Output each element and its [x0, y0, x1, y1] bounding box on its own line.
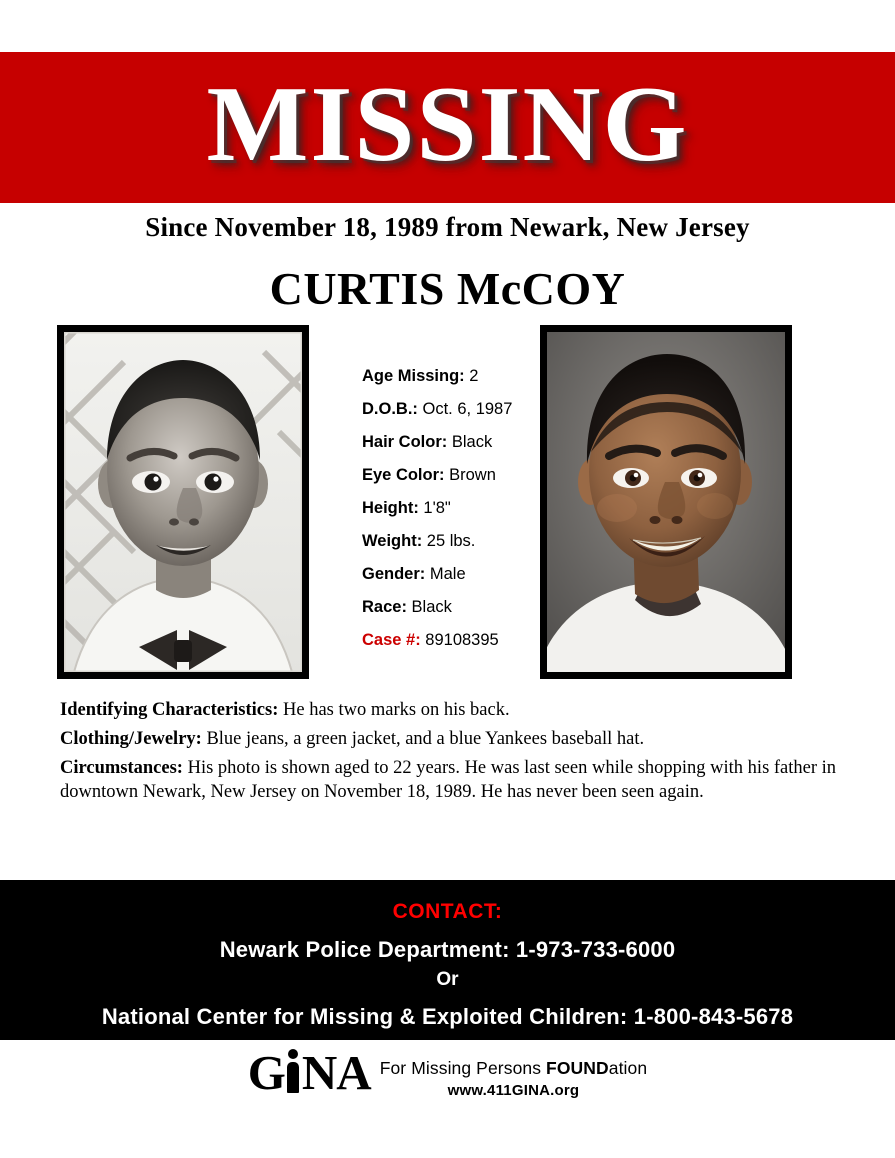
detail-value: Black: [411, 598, 452, 616]
detail-label: D.O.B.:: [362, 400, 418, 418]
gina-wordmark: [247, 1045, 371, 1100]
detail-label: Race:: [362, 598, 407, 616]
identifying-characteristics-text: He has two marks on his back.: [283, 700, 510, 720]
circumstances-label: Circumstances:: [60, 758, 183, 778]
gina-tagline-found: FOUND: [546, 1058, 609, 1078]
contact-or: Or: [436, 969, 459, 990]
gina-website-url: www.411GINA.org: [447, 1082, 580, 1099]
contact-heading: CONTACT:: [392, 900, 503, 923]
detail-row-case-number: [362, 624, 537, 657]
detail-value: 1'8": [423, 499, 451, 517]
gina-tagline: [380, 1048, 648, 1099]
details-list: [362, 360, 537, 657]
gina-logo: [0, 1045, 895, 1100]
person-figure-icon: [285, 1049, 302, 1093]
missing-headline: MISSING: [206, 64, 689, 184]
gina-tagline-prefix: For Missing Persons: [379, 1058, 547, 1078]
detail-row: [362, 426, 537, 459]
detail-label: Hair Color:: [362, 433, 448, 451]
clothing-jewelry-text: Blue jeans, a green jacket, and a blue Yankees baseball hat.: [206, 729, 645, 749]
detail-label: Age Missing:: [362, 367, 465, 385]
detail-row: [362, 492, 537, 525]
detail-row: [362, 558, 537, 591]
detail-value: Oct. 6, 1987: [422, 400, 513, 418]
person-figure-body: [287, 1062, 299, 1093]
childhood-photo-image: [64, 332, 302, 672]
contact-police-line: Newark Police Department: 1-973-733-6000: [219, 937, 676, 962]
case-number-value: 89108395: [425, 631, 499, 649]
detail-label: Weight:: [362, 532, 423, 550]
contact-bar: [0, 880, 895, 1040]
detail-row: [362, 360, 537, 393]
missing-banner: [0, 52, 895, 203]
identifying-characteristics: [60, 698, 845, 722]
identifying-characteristics-label: Identifying Characteristics:: [60, 700, 279, 720]
logo-letters-na: NA: [301, 1045, 371, 1100]
childhood-photo: [57, 325, 309, 679]
detail-row: [362, 393, 537, 426]
detail-row: [362, 525, 537, 558]
circumstances: [60, 756, 845, 804]
detail-label: Height:: [362, 499, 419, 517]
detail-value: 25 lbs.: [426, 532, 476, 550]
clothing-jewelry: [60, 727, 845, 751]
circumstances-text: His photo is shown aged to 22 years. He was last seen while shopping with his father in downtown Newark, New Jersey on November 18, 1989. He has never been seen again.: [60, 758, 837, 802]
logo-letter-g: G: [247, 1045, 285, 1100]
detail-row: [362, 459, 537, 492]
gina-tagline-suffix: ation: [608, 1058, 648, 1078]
age-progression-photo-image: [547, 332, 785, 672]
since-line: Since November 18, 1989 from Newark, New Jersey: [145, 212, 750, 242]
contact-ncmec-line: National Center for Missing & Exploited Children: 1-800-843-5678: [101, 1004, 794, 1029]
age-progression-photo: [540, 325, 792, 679]
detail-value: 2: [469, 367, 479, 385]
page-title: CURTIS McCOY: [269, 263, 626, 314]
detail-label: Gender:: [362, 565, 426, 583]
clothing-jewelry-label: Clothing/Jewelry:: [60, 729, 202, 749]
detail-value: Black: [451, 433, 493, 451]
gina-tagline-line: [380, 1058, 648, 1079]
description-block: [60, 698, 845, 809]
case-number-label: Case #:: [362, 631, 421, 649]
detail-row: [362, 591, 537, 624]
detail-label: Eye Color:: [362, 466, 445, 484]
person-figure-head: [288, 1049, 298, 1059]
detail-value: Brown: [449, 466, 496, 484]
detail-value: Male: [429, 565, 466, 583]
